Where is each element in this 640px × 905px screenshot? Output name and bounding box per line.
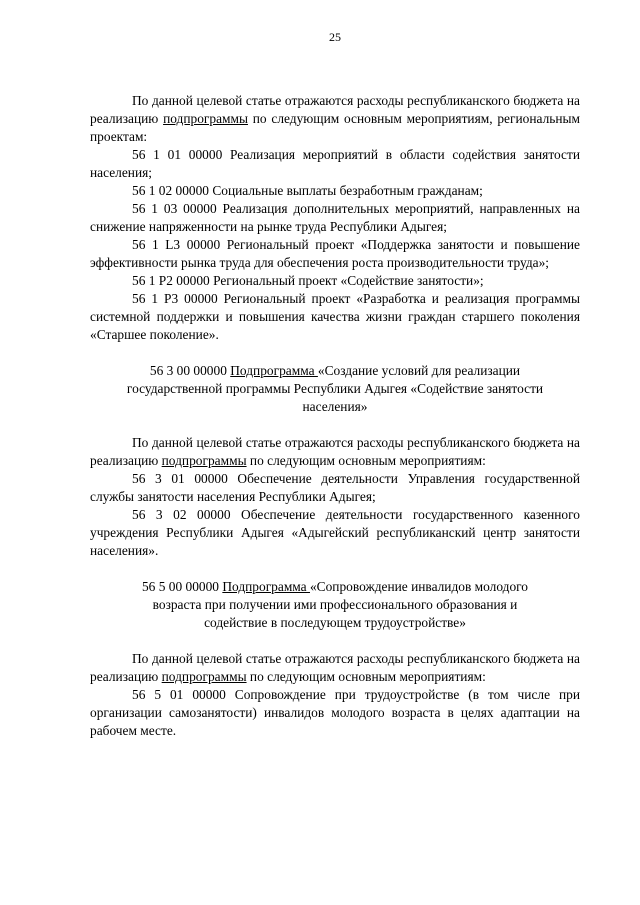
subprogram-heading-link[interactable]: Подпрограмма [230, 363, 318, 378]
section1-intro [90, 92, 580, 146]
document-page [90, 30, 580, 740]
subprogram-code: 56 5 00 00000 [141, 579, 219, 594]
section3-intro-text-before: По данной целевой статье отражаются расходы республиканского бюджета на реализацию [90, 651, 580, 684]
section3-intro-text-after: по следующим основным мероприятиям: [246, 669, 486, 684]
section1-item-2: 56 1 02 00000 Социальные выплаты безработным гражданам; [132, 183, 483, 198]
section2-item-2: 56 3 02 00000 Обеспечение деятельности государственного казенного учреждения Республики Адыгея «Адыгейский республиканский центр занятости населения». [90, 507, 580, 558]
section1-intro-text-after: по следующим основным мероприятиям, региональным проектам: [90, 111, 580, 144]
section1-item-3: 56 1 03 00000 Реализация дополнительных мероприятий, направленных на снижение напряженности на рынке труда Республики Адыгея; [90, 201, 580, 234]
subprogram-heading-56-5 [120, 578, 550, 632]
section3-intro [90, 650, 580, 686]
section2-subprogram-link[interactable]: подпрограммы [161, 453, 247, 468]
section2-intro-text-after: по следующим основным мероприятиям: [246, 453, 486, 468]
subprogram-heading-link[interactable]: Подпрограмма [222, 579, 310, 594]
section1-item-1: 56 1 01 00000 Реализация мероприятий в области содействия занятости населения; [90, 147, 580, 180]
page-number: 25 [329, 30, 341, 44]
section1-item-6: 56 1 P3 00000 Региональный проект «Разработка и реализация программы системной поддержки и повышения качества жизни граждан старшего поколения «Старшее поколение». [90, 291, 580, 342]
subprogram-title: «Создание условий для реализации государственной программы Республики Адыгея «Содействие занятости населения» [126, 363, 544, 414]
section3-subprogram-link[interactable]: подпрограммы [161, 669, 247, 684]
section2-item-1: 56 3 01 00000 Обеспечение деятельности Управления государственной службы занятости населения Республики Адыгея; [90, 471, 580, 504]
section1-subprogram-link[interactable]: подпрограммы [163, 111, 248, 126]
section1-item-5: 56 1 P2 00000 Региональный проект «Содействие занятости»; [132, 273, 484, 288]
section3-item-1: 56 5 01 00000 Сопровождение при трудоустройстве (в том числе при организации самозанятости) инвалидов молодого возраста в целях адаптации на рабочем месте. [90, 687, 580, 738]
section2-intro [90, 434, 580, 470]
section1-item-4: 56 1 L3 00000 Региональный проект «Поддержка занятости и повышение эффективности рынка труда для обеспечения роста производительности труда»; [90, 237, 580, 270]
subprogram-title: «Сопровождение инвалидов молодого возраста при получении ими профессионального образования и содействие в последующем трудоустройстве» [152, 579, 528, 630]
subprogram-heading-56-3 [110, 362, 560, 416]
subprogram-code: 56 3 00 00000 [149, 363, 227, 378]
section1-intro-text-before: По данной целевой статье отражаются расходы республиканского бюджета на реализацию [90, 93, 580, 126]
section2-intro-text-before: По данной целевой статье отражаются расходы республиканского бюджета на реализацию [90, 435, 580, 468]
